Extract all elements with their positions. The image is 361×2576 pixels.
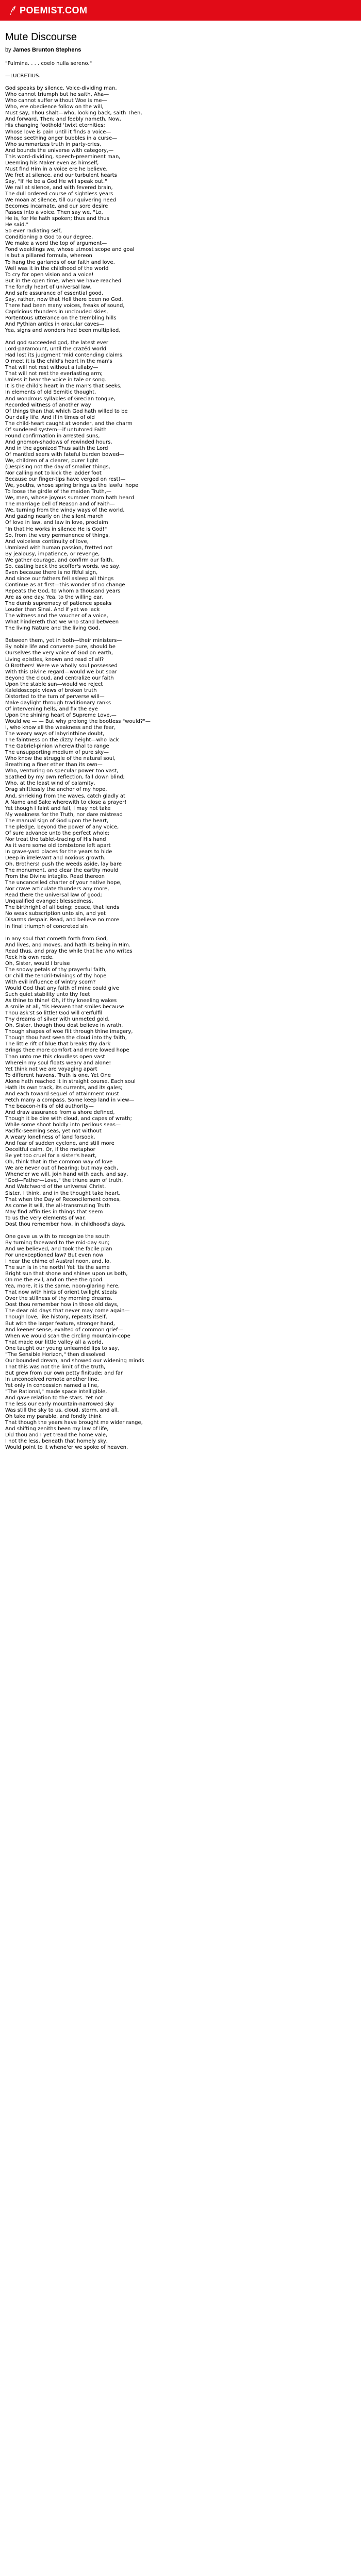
poem-article	[5, 31, 356, 1451]
site-header	[0, 0, 361, 21]
feather-quill-icon	[9, 5, 17, 15]
site-logo[interactable]: POEMIST.COM	[20, 5, 88, 15]
poem-title: Mute Discourse	[5, 31, 77, 43]
byline	[5, 46, 356, 54]
poem-body: "Fulmina. . . . coelo nulla sereno." —LUCRETIUS. God speaks by silence. Voice-dividing man, Who cannot triumph but he saith, Aha— Who cannot suffer without Woe is me— Who, ere obedience follow on the will, Must say, Thou shalt—who, looking back, saith Then, And forward, Then; and feebly nameth, Now, His changing foothold 'twixt eternities; Whose love is pain until it finds a voice— Whose seething anger bubbles in a curse— Who summarizes truth in party-cries, And bounds the universe with category,— This word-dividing, speech-preeminent man, Deeming his Maker even as himself, Must find Him in a voice ere he believe. We fret at silence, and our turbulent hearts Say, "If He be a God He will speak out." We rail at silence, and with fevered brain, The dull ordered course of sightless years We moan at silence, till our quivering need Becomes incarnate, and our sore desire Passes into a voice. Then say we, "Lo, He is, for He hath spoken; thus and thus He said." So ever radiating self, Conditioning a God to our degree, We make a word the top of argument— Fond weaklings we, whose utmost scope and goal Is but a pillared formula, whereon To hang the garlands of our faith and love. Well was it in the childhood of the world To cry for open vision and a voice! But in the open time, when we have reached The fondly heart of universal law, And safe assurance of essential good, Say, rather, now that Hell there been no God, There had been many voices, freaks of sound, Capricious thunders in unclouded skies, Portentous utterance on the trembling hills And Pythian antics in oracular caves— Yea, signs and wonders had been multiplied, And god succeeded god, the latest ever Lord-paramount, until the crazéd world Had lost its judgment 'mid contending claims. O meet it is the child's heart in the man's That will not rest without a lullaby— That will not rest the everlasting arm; Unless it hear the voice in tale or song. It is the child's heart in the man's that seeks, In elements of old Semitic thought, And wondrous syllables of Grecian tongue, Recorded witness of another way Of things than that which God hath willed to be Our daily life. And if in times of old The child-heart caught at wonder, and the charm Of sundered system—if untutored Faith Found confirmation in arrested suns, And gnomon-shadows of rewinded hours, And in the agonized Thus saith the Lord Of mantled seers with fateful burden bowed— We, children of a clearer, purer light (Despising not the day of smaller things, Nor calling not to kick the ladder foot Because our finger-tips have verged on rest)— We, youths, whose spring brings us the lawful hope To loose the girdle of the maiden Truth,— We, men, whose joyous summer morn hath heard The marriage bell of Reason and of Faith— We, turning from the windy ways of the world, And gazing nearly on the silent march Of love in law, and law in love, proclaim "In that He works in silence He is God!" So, from the very permanence of things, And voiceless continuity of love, Unmixed with human passion, fretted not By jealousy, impatience, or revenge, We gather courage, and confirm our faith. So, casting back the scoffer's words, we say, Even because there is no fitful sign, And since our fathers fell asleep all things Continue as at first—this wonder of no change Repeats the God, to whom a thousand years Are as one day. Yea, to the willing ear, The dumb supremacy of patience speaks Louder than Sinai. And if yet we lack The witness and the voucher of a voice, What hindereth that we who stand between The living Nature and the living God, Between them, yet in both—their ministers— By noble life and converse pure, should be Ourselves the very voice of God on earth, Living epistles, known and read of all? O Brothers! Were we wholly soul possessed With this Divine regard—would we but soar Beyond the cloud, and centralize our faith Upon the stable sun—would we reject Kaleidoscopic views of broken truth Distorted to the turn of perverse will— Make daylight through traditionary ranks Of intervening hells, and fix the eye Upon the shining heart of Supreme Love,— Would we — — But why prolong the bootless "would?"— I, who know all the weakness and the fear, The weary ways of labyrinthine doubt, The faintness on the dizzy height—who lack The Gabriel-pinion wherewithal to range The unsupporting medium of pure sky— Who know the struggle of the natural soul, Breathing a finer ether than its own— Who, venturing on specular power too vast, Scathed by my own reflection, fall down blind; Who, at the least wind of calamity, Drag shiftlessly the anchor of my hope, And, shrieking from the waves, catch gladly at A Name and Sake wherewith to close a prayer! Yet though I faint and fall, I may not take My weakness for the Truth, nor dare mistread The manual sign of God upon the heart, The pledge, beyond the power of any voice, Of sure advance unto the perfect whole; Nor treat the tablet-tracing of His hand As it were some old tombstone left apart In grave-yard places for the years to hide Deep in irrelevant and noxious growth. Oh, Brothers! push the weeds aside, lay bare The monument, and clear the earthy mould From the Divine intaglio. Read thereon The uncancelled charter of your native hope, Nor crave articulate thunders any more, Read there the universal law of good; Unqualified evangel; blessedness, The birthright of all being; peace, that lends No weak subscription unto sin, and yet Disarms despair. Read, and believe no more In final triumph of concreted sin In any soul that cometh forth from God, And lives, and moves, and hath its being in Him. Read thus, and pray the while that he who writes Reck his own rede. Oh, Sister, would I bruise The snowy petals of thy prayerful faith, Or chill the tendril-twinings of thy hope With evil influence of wintry scorn? Would God that any faith of mine could give Such quiet stability unto thy feet As thine to thine! Oh, if thy kneeling wakes A smile at all, 'tis Heaven that smiles because Thou ask'st so little! God will o'erfulfil Thy dreams of silver with unmeted gold. Oh, Sister, though thou dost believe in wrath, Though shapes of woe flit through thine imagery, Though thou hast seen the cloud into thy faith, The little rift of blue that breaks thy dark Brings thee more comfort and more lowed hope Than unto me this cloudless open vast Wherein my soul floats weary and alone! Yet think not we are voyaging apart To different havens. Truth is one. Yet One Alone hath reached it in straight course. Each soul Hath its own track, its currents, and its gales; And each toward sequel of attainment must Fetch many a compass. Some keep land in view— The beacon-hills of old authority— And draw assurance from a shore defined, Though it be dire with cloud, and capes of wrath; While some shoot boldly into perilous seas— Pacific-seeming seas, yet not without A weary loneliness of land forsook, And fear of sudden cyclone, and still more Deceitful calm. Or, if the metaphor Be yet too cruel for a sister's heart, Oh, think that in the common way of love We are never out of hearing; but may each, Whene'er we will, join hand with each, and say, "God—Father—Love," the triune sum of truth, And Watchword of the universal Christ. Sister, I think, and in the thought take heart, That when the Day of Reconcilement comes, As come it will, the all-transmuting Truth May find affinities in things that seem To us the very elements of war. Dost thou remember how, in childhood's days, One gave us with to recognize the south By turning faceward to the mid-day sun; And we believed, and took the facile plan For unexceptioned law? But even now I hear the chime of Austral noon, and, lo, The sun is in the north! Yet 'tis the same Bright sun that shone and shines upon us both, On me the evil, and on thee the good. Yea, more, it is the same, noon-glaring here, That now with hints of orient twilight steals Over the stillness of thy morning dreams. Dost thou remember how in those old days, The dear old days that never may come again— Though love, like history, repeats itself, But with the larger feature, stronger hand, And keener sense, exalted of common grief— When we would scan the circling mountain-cope That made our little valley all a world, One taught our young unlearnéd lips to say, "The Sensible Horizon," then dissolved Our bounded dream, and showed our widening minds That this was not the limit of the truth, But grew from our own petty finitude; and far In unconceived remote another line, Yet only in concession named a line, "The Rational," made space intelligible, And gave relation to the stars. Yet not The less our early mountain-narrowed sky Was still the sky to us, cloud, storm, and all. Oh take my parable, and fondly think That though the years have brought me wider range, And shifting zeniths been my law of life, Did thou and I yet tread the home vale, I not the less, beneath that homely sky, Would point to it whene'er we spoke of heaven.	[5, 61, 151, 1451]
byline-prefix: by	[5, 47, 11, 53]
author-link[interactable]: James Brunton Stephens	[12, 47, 81, 53]
